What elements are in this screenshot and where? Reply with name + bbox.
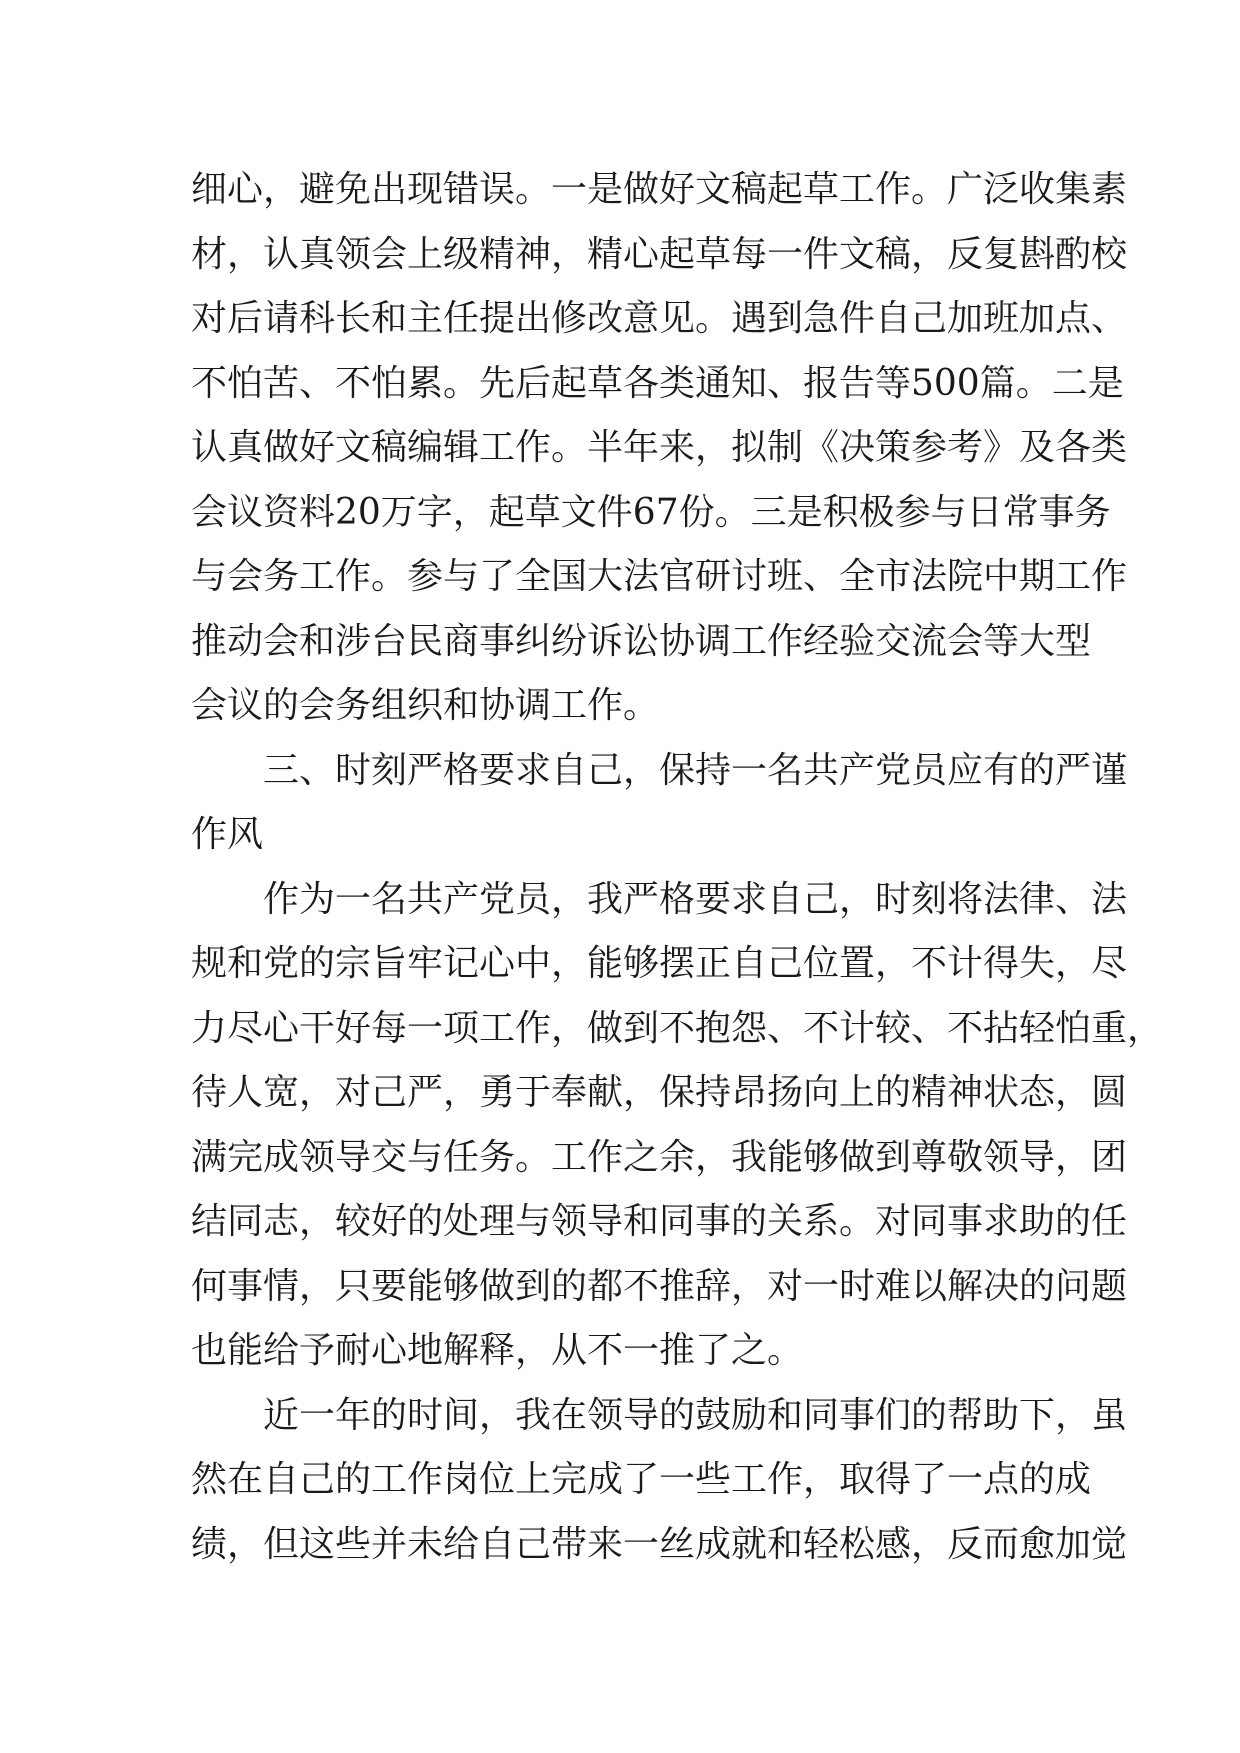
paragraph-work-summary (191, 158, 1128, 739)
text-line: 材，认真领会上级精神，精心起草每一件文稿，反复斟酌校 (191, 233, 1128, 275)
text-line: 会议资料20万字，起草文件67份。三是积极参与日常事务 (191, 491, 1111, 533)
text-line: 结同志，较好的处理与领导和同事的关系。对同事求助的任 (191, 1201, 1128, 1242)
text-line: 何事情，只要能够做到的都不推辞，对一时难以解决的问题 (191, 1265, 1128, 1307)
text-line: 也能给予耐心地解释，从不一推了之。 (191, 1330, 804, 1371)
text-line: 然在自己的工作岗位上完成了一些工作，取得了一点的成 (191, 1459, 1092, 1500)
text-line: 作为一名共产党员，我严格要求自己，时刻将法律、法 (263, 878, 1128, 920)
paragraph-party-member (191, 868, 1164, 1384)
text-line: 规和党的宗旨牢记心中，能够摆正自己位置，不计得失，尽 (191, 943, 1128, 984)
text-line: 绩，但这些并未给自己带来一丝成就和轻松感，反而愈加觉 (191, 1523, 1128, 1565)
section-heading-three (191, 739, 1128, 868)
text-line: 满完成领导交与任务。工作之余，我能够做到尊敬领导，团 (191, 1136, 1128, 1178)
text-line: 细心，避免出现错误。一是做好文稿起草工作。广泛收集素 (191, 169, 1128, 210)
text-line: 待人宽，对己严，勇于奉献，保持昂扬向上的精神状态，圆 (191, 1072, 1128, 1113)
text-line: 与会务工作。参与了全国大法官研讨班、全市法院中期工作 (191, 556, 1128, 597)
text-line: 近一年的时间，我在领导的鼓励和同事们的帮助下，虽 (263, 1394, 1128, 1436)
paragraph-year-review (191, 1384, 1128, 1578)
text-line: 力尽心干好每一项工作，做到不抱怨、不计较、不拈轻怕重， (191, 1007, 1164, 1049)
text-line: 不怕苦、不怕累。先后起草各类通知、报告等500篇。二是 (191, 362, 1124, 404)
text-line: 对后请科长和主任提出修改意见。遇到急件自己加班加点、 (191, 298, 1128, 339)
body-text (191, 158, 1164, 1577)
heading-line: 三、时刻严格要求自己，保持一名共产党员应有的严谨 (263, 749, 1128, 791)
text-line: 推动会和涉台民商事纠纷诉讼协调工作经验交流会等大型 (191, 620, 1092, 662)
text-line: 会议的会务组织和协调工作。 (191, 685, 660, 726)
text-line: 认真做好文稿编辑工作。半年来，拟制《决策参考》及各类 (191, 427, 1128, 468)
heading-line: 作风 (191, 814, 264, 855)
